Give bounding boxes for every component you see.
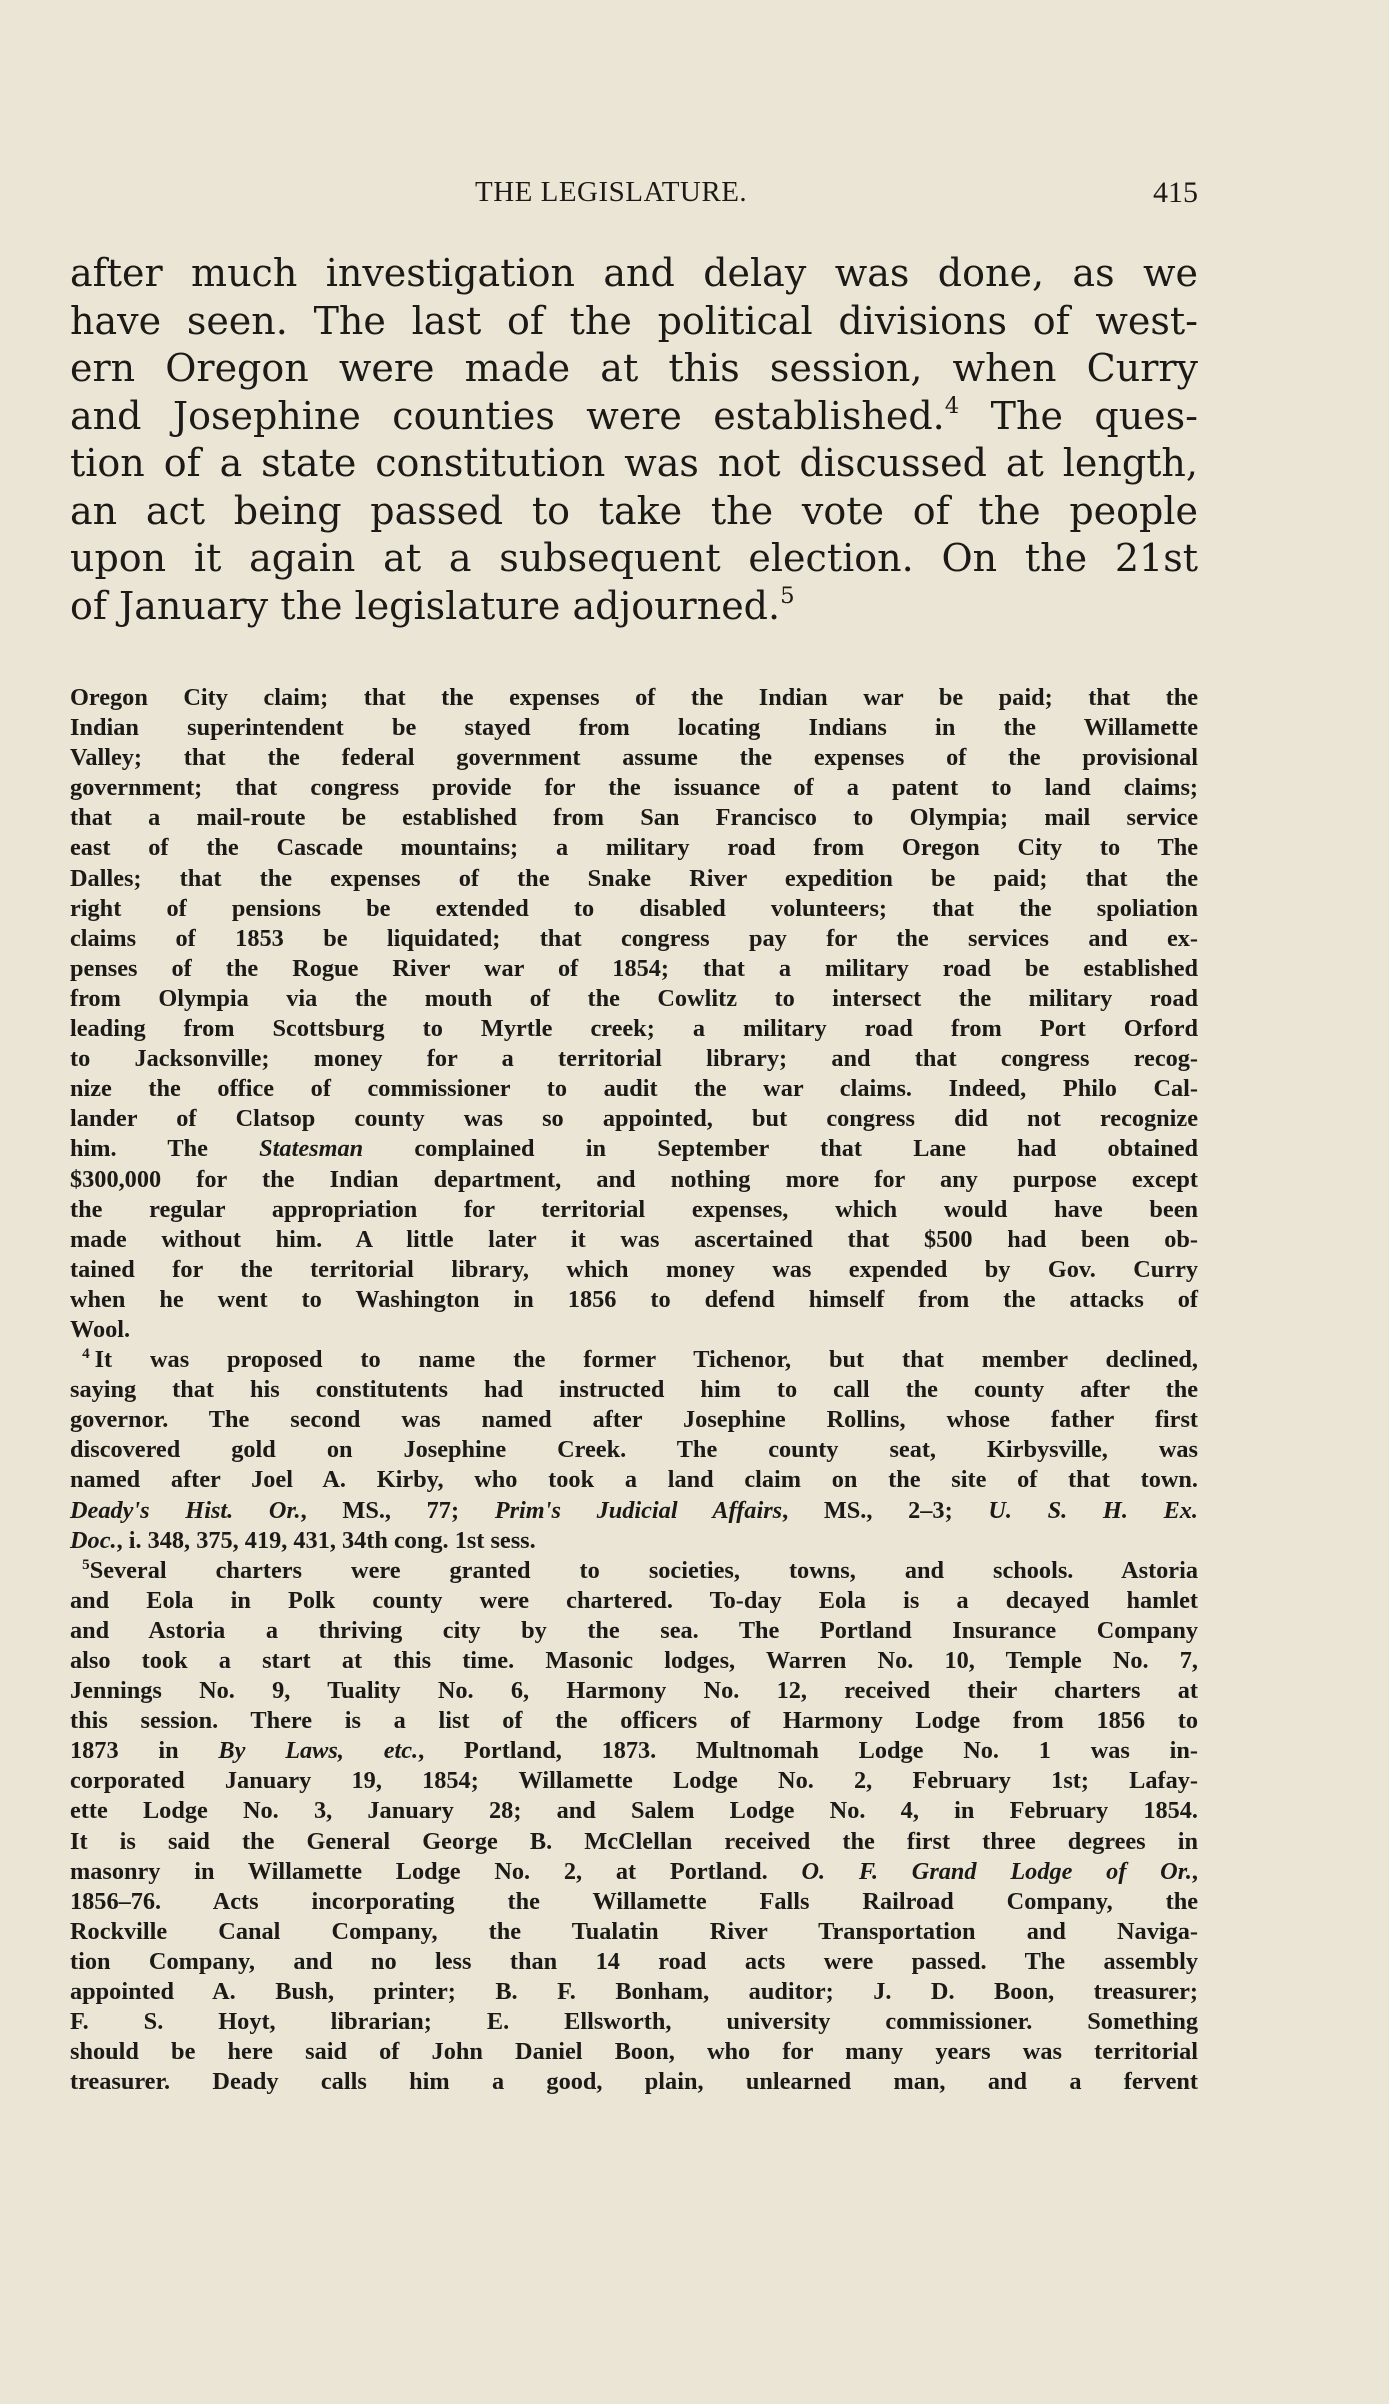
note-line: Dalles; that the expenses of the Snake River expedition be paid; that the <box>70 864 1198 892</box>
note-line <box>70 1345 1198 1375</box>
note-text: , <box>1191 1857 1198 1885</box>
note-line: nize the office of commissioner to audit the war claims. Indeed, Philo Cal- <box>70 1075 1198 1103</box>
note-line: Jennings No. 9, Tuality No. 6, Harmony No. 12, received their charters at <box>70 1677 1198 1705</box>
note-line <box>70 1556 1198 1586</box>
note-text: , Portland, 1873. Multnomah Lodge No. 1 was in- <box>418 1737 1198 1765</box>
note-line: governor. The second was named after Josephine Rollins, whose father first <box>70 1406 1198 1434</box>
note-line: It is said the General George B. McClellan received the first three degrees in <box>70 1827 1198 1855</box>
body-line: ern Oregon were made at this session, when Curry <box>70 346 1198 390</box>
note-line <box>70 1134 1198 1164</box>
note-line: discovered gold on Josephine Creek. The county seat, Kirbysville, was <box>70 1436 1198 1464</box>
note-line <box>70 1526 1198 1556</box>
note-text: , MS., 77; <box>300 1496 460 1524</box>
note-line: the regular appropriation for territorial expenses, which would have been <box>70 1195 1198 1223</box>
note-line: 1856–76. Acts incorporating the Willamette Falls Railroad Company, the <box>70 1887 1198 1915</box>
body-line: after much investigation and delay was done, as we <box>70 251 1198 295</box>
note-text: 1873 in <box>70 1737 179 1765</box>
note-text: masonry in Willamette Lodge No. 2, at Portland. <box>70 1857 768 1885</box>
note-line: made without him. A little later it was ascertained that $500 had been ob- <box>70 1225 1198 1253</box>
note-line: also took a start at this time. Masonic lodges, Warren No. 10, Temple No. 7, <box>70 1647 1198 1674</box>
note-line: Oregon City claim; that the expenses of the Indian war be paid; that the <box>70 684 1198 711</box>
note-line: and Eola in Polk county were chartered. To-day Eola is a decayed hamlet <box>70 1586 1198 1614</box>
footnote-marker: 5 <box>82 1556 90 1573</box>
note-line: F. S. Hoyt, librarian; E. Ellsworth, university commissioner. Something <box>70 2008 1198 2036</box>
note-line: treasurer. Deady calls him a good, plain, unlearned man, and a fervent <box>70 2068 1198 2096</box>
footnote-ref-5: 5 <box>780 582 795 609</box>
note-text: , MS., 2–3; <box>782 1496 953 1524</box>
note-line: from Olympia via the mouth of the Cowlitz to intersect the military road <box>70 984 1198 1012</box>
note-line: corporated January 19, 1854; Willamette Lodge No. 2, February 1st; Lafay- <box>70 1767 1198 1795</box>
note-line <box>70 1496 1198 1526</box>
citation-title: By Laws, etc. <box>218 1737 419 1765</box>
note-line: that a mail-route be established from San Francisco to Olympia; mail service <box>70 804 1198 832</box>
note-line: government; that congress provide for the issuance of a patent to land claims; <box>70 774 1198 802</box>
body-text: and Josephine counties were established. <box>70 393 945 438</box>
note-text: complained in September that Lane had obtained <box>363 1135 1199 1163</box>
footnote-5 <box>70 1556 1198 2098</box>
note-line: named after Joel A. Kirby, who took a land claim on the site of that town. <box>70 1466 1198 1494</box>
page-number: 415 <box>1153 176 1198 209</box>
note-line: lander of Clatsop county was so appointed, but congress did not recognize <box>70 1105 1198 1133</box>
citation-title: Deady's Hist. Or. <box>70 1496 301 1524</box>
note-line: to Jacksonville; money for a territorial library; and that congress recog- <box>70 1045 1198 1073</box>
note-line: ette Lodge No. 3, January 28; and Salem Lodge No. 4, in February 1854. <box>70 1797 1198 1825</box>
newspaper-title: Statesman <box>259 1135 364 1163</box>
note-line: this session. There is a list of the officers of Harmony Lodge from 1856 to <box>70 1707 1198 1735</box>
footnotes <box>70 683 1198 2097</box>
note-line: right of pensions be extended to disabled volunteers; that the spoliation <box>70 894 1198 922</box>
note-text: It was proposed to name the former Tichenor, but that member declined, <box>94 1346 1198 1374</box>
body-line <box>70 393 1198 441</box>
body-text: of January the legislature adjourned. <box>70 583 781 628</box>
note-text: Several charters were granted to societies, towns, and schools. Astoria <box>89 1556 1198 1584</box>
footnote-ref-4: 4 <box>944 392 960 419</box>
citation-title: Doc. <box>70 1526 117 1554</box>
note-line: Rockville Canal Company, the Tualatin River Transportation and Naviga- <box>70 1917 1198 1945</box>
chapter-title: THE LEGISLATURE. <box>475 176 748 208</box>
note-line: penses of the Rogue River war of 1854; that a military road be established <box>70 954 1198 982</box>
body-line: upon it again at a subsequent election. On the 21st <box>70 536 1198 580</box>
footnote-continuation <box>70 683 1198 1345</box>
note-line: Valley; that the federal government assume the expenses of the provisional <box>70 744 1198 772</box>
note-line: east of the Cascade mountains; a military road from Oregon City to The <box>70 834 1198 862</box>
body-line: have seen. The last of the political divisions of west- <box>70 298 1198 343</box>
note-text: him. The <box>70 1135 208 1163</box>
note-line: tion Company, and no less than 14 road acts were passed. The assembly <box>70 1947 1198 1975</box>
citation-title: O. F. Grand Lodge of Or. <box>801 1857 1192 1885</box>
body-text: The ques- <box>959 393 1199 438</box>
body-line <box>70 583 1198 631</box>
body-line: an act being passed to take the vote of the people <box>70 488 1198 533</box>
note-line: when he went to Washington in 1856 to defend himself from the attacks of <box>70 1285 1198 1313</box>
note-line <box>70 1736 1198 1766</box>
citation-title: U. S. H. Ex. <box>988 1496 1198 1524</box>
running-head <box>70 176 1206 216</box>
note-line: claims of 1853 be liquidated; that congress pay for the services and ex- <box>70 924 1198 952</box>
note-line: appointed A. Bush, printer; B. F. Bonham, auditor; J. D. Boon, treasurer; <box>70 1978 1198 2006</box>
note-line: saying that his constitutents had instructed him to call the county after the <box>70 1376 1198 1404</box>
citation-title: Prim's Judicial Affairs <box>494 1496 783 1524</box>
footnote-4 <box>70 1345 1198 1556</box>
body-paragraph <box>70 250 1198 630</box>
note-line: Indian superintendent be stayed from locating Indians in the Willamette <box>70 714 1198 742</box>
note-line: Wool. <box>70 1315 131 1343</box>
note-line: $300,000 for the Indian department, and nothing more for any purpose except <box>70 1165 1198 1193</box>
note-line <box>70 1857 1198 1887</box>
footnote-marker: 4 <box>82 1346 90 1363</box>
note-line: leading from Scottsburg to Myrtle creek; a military road from Port Orford <box>70 1015 1198 1043</box>
note-line: tained for the territorial library, which money was expended by Gov. Curry <box>70 1255 1198 1283</box>
note-line: should be here said of John Daniel Boon, who for many years was territorial <box>70 2038 1198 2066</box>
note-line: and Astoria a thriving city by the sea. The Portland Insurance Company <box>70 1616 1198 1644</box>
note-text: , i. 348, 375, 419, 431, 34th cong. 1st sess. <box>116 1526 536 1554</box>
body-line: tion of a state constitution was not discussed at length, <box>70 441 1198 485</box>
